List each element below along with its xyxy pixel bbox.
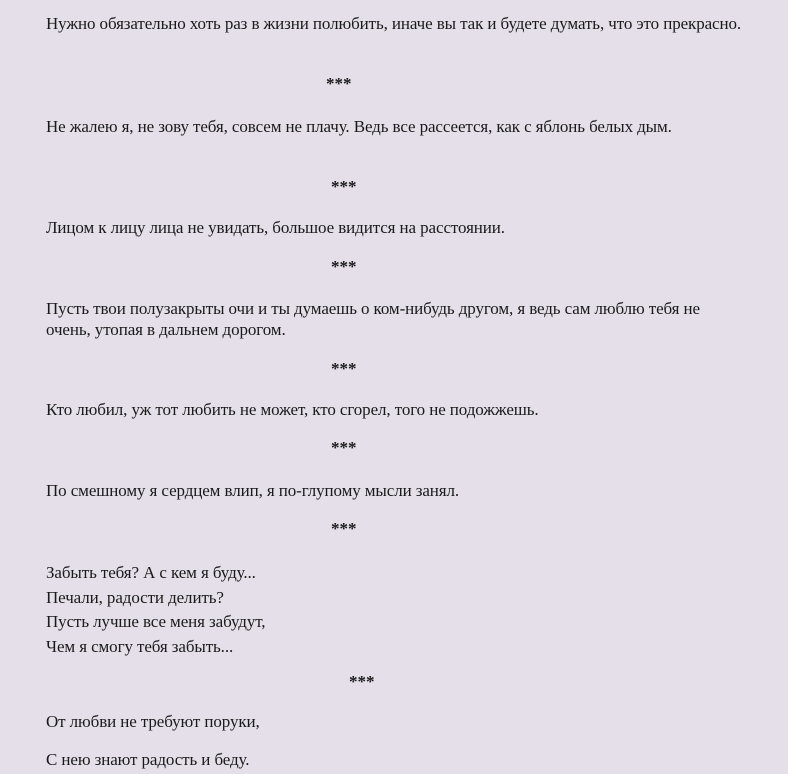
quote-5: Кто любил, уж тот любить не может, кто сгорел, того не подожжешь. [46, 400, 539, 419]
separator-4: *** [331, 359, 357, 378]
poem-2-line-1: От любви не требуют поруки, [46, 712, 260, 731]
quote-1: Нужно обязательно хоть раз в жизни полюбить, иначе вы так и будете думать, что это прекрасно. [46, 14, 742, 33]
separator-6: *** [331, 519, 357, 538]
poem-1 [46, 561, 746, 659]
separator-5: *** [331, 438, 357, 457]
poem-1-line-2: Печали, радости делить? [46, 587, 224, 607]
poem-1-line-3: Пусть лучше все меня забудут, [46, 612, 266, 631]
quote-3: Лицом к лицу лица не увидать, большое видится на расстоянии. [46, 218, 505, 237]
quote-4: Пусть твои полузакрыты очи и ты думаешь о ком-нибудь другом, я ведь сам люблю тебя не очень, утопая в дальнем дорогом. [46, 299, 700, 339]
quote-2: Не жалею я, не зову тебя, совсем не плачу. Ведь все рассеется, как с яблонь белых дым. [46, 117, 672, 136]
poem-1-line-4: Чем я смогу тебя забыть... [46, 636, 234, 656]
separator-3: *** [331, 257, 357, 276]
poem-1-line-1: Забыть тебя? А с кем я буду... [46, 563, 256, 582]
separator-1: *** [326, 74, 352, 93]
poem-2-line-2: С нею знают радость и беду. [46, 750, 250, 769]
separator-2: *** [331, 177, 357, 196]
separator-7: *** [349, 672, 375, 691]
quote-6: По смешному я сердцем влип, я по-глупому мысли занял. [46, 481, 460, 500]
